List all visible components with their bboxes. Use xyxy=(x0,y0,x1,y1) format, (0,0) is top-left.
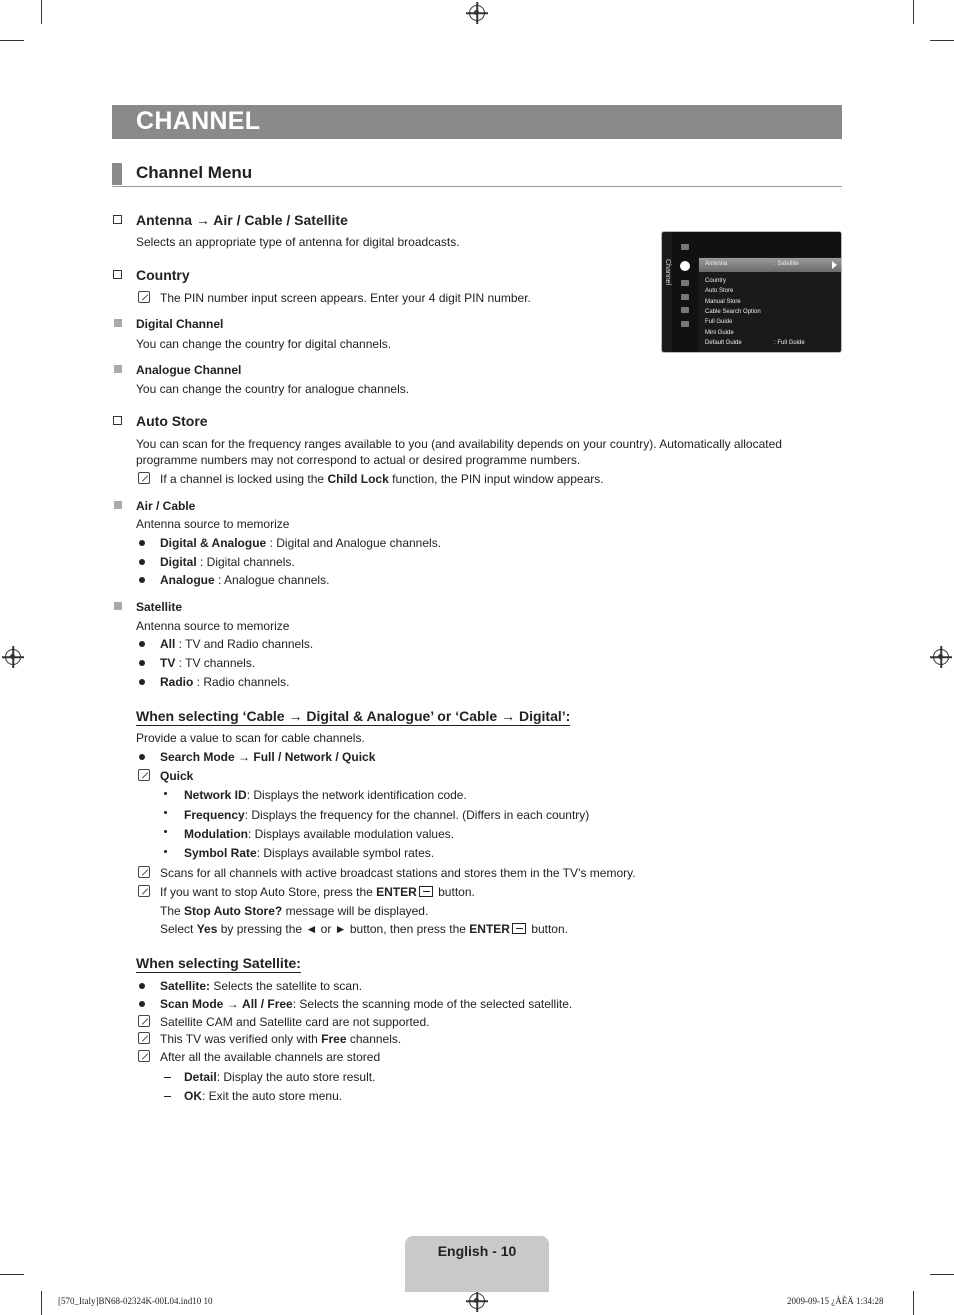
menu-item-antenna: Antenna xyxy=(705,261,728,267)
note-icon xyxy=(138,1015,150,1027)
bullet-icon xyxy=(139,559,145,565)
menu-value-default-guide: : Full Guide xyxy=(774,340,805,346)
crop-mark xyxy=(930,1274,954,1275)
dash-bullet-icon xyxy=(164,1077,171,1078)
page-number: English - 10 xyxy=(437,1243,517,1259)
section-title: Channel Menu xyxy=(136,163,253,182)
bullet-icon xyxy=(139,754,145,760)
crop-mark xyxy=(0,40,24,41)
section-bar xyxy=(112,163,122,185)
small-bullet-icon xyxy=(164,811,167,814)
satellite-sel-heading: When selecting Satellite: xyxy=(136,955,301,971)
list-item: Digital : Digital channels. xyxy=(160,555,295,569)
square-bullet-icon xyxy=(114,365,122,373)
tv-channel-menu xyxy=(661,231,842,353)
menu-item-mini-guide: Mini Guide xyxy=(705,330,734,336)
digital-channel-title: Digital Channel xyxy=(136,317,224,331)
auto-store-desc-line1: You can scan for the frequency ranges available to you (and availability depends on your country). Automatically allocated xyxy=(136,437,782,451)
note-icon xyxy=(138,1032,150,1044)
crop-mark xyxy=(41,0,42,24)
scan-note: Scans for all channels with active broadcast stations and stores them in the TV’s memory. xyxy=(160,866,636,880)
cable-digital-heading: When selecting ‘Cable → Digital & Analogue’ or ‘Cable → Digital’: xyxy=(136,708,571,724)
list-item: Detail: Display the auto store result. xyxy=(184,1070,376,1084)
satellite-title: Satellite xyxy=(136,600,183,614)
section-header xyxy=(112,161,842,187)
antenna-desc: Selects an appropriate type of antenna for digital broadcasts. xyxy=(136,235,460,249)
note-icon xyxy=(138,885,150,897)
list-item: Digital & Analogue : Digital and Analogue channels. xyxy=(160,536,442,550)
stop-message: The Stop Auto Store? message will be displayed. xyxy=(160,904,429,918)
list-item: OK: Exit the auto store menu. xyxy=(184,1089,343,1103)
list-item: All : TV and Radio channels. xyxy=(160,637,314,651)
small-bullet-icon xyxy=(164,792,167,795)
note-icon xyxy=(138,291,150,303)
bullet-icon xyxy=(139,679,145,685)
bullet-icon xyxy=(139,983,145,989)
menu-tab-label: Channel xyxy=(664,259,671,286)
quick-label: Quick xyxy=(160,769,194,783)
note-icon xyxy=(138,866,150,878)
auto-store-desc-line2: programme numbers may not correspond to actual or desired programme numbers. xyxy=(136,453,581,467)
cable-digital-desc: Provide a value to scan for cable channels. xyxy=(136,731,365,745)
crop-mark xyxy=(913,1291,914,1315)
list-item: Symbol Rate: Displays available symbol rates. xyxy=(184,846,435,860)
crop-mark xyxy=(930,40,954,41)
bullet-icon xyxy=(139,641,145,647)
checkbox-bullet-icon xyxy=(113,416,122,425)
note-icon xyxy=(138,472,150,484)
chapter-banner xyxy=(112,105,842,139)
enter-icon xyxy=(419,886,433,897)
crop-mark xyxy=(41,1291,42,1315)
menu-rail xyxy=(672,232,698,352)
auto-store-heading: Auto Store xyxy=(136,413,208,429)
country-note: The PIN number input screen appears. Enter your 4 digit PIN number. xyxy=(160,291,531,305)
bullet-icon xyxy=(139,540,145,546)
small-bullet-icon xyxy=(164,850,167,853)
country-heading: Country xyxy=(136,267,190,283)
list-item: Network ID: Displays the network identification code. xyxy=(184,788,467,802)
analogue-channel-desc: You can change the country for analogue channels. xyxy=(136,382,410,396)
enter-icon xyxy=(512,923,526,934)
page-number-tab xyxy=(405,1236,549,1292)
menu-item-default-guide: Default Guide xyxy=(705,340,742,346)
menu-item-full-guide: Full Guide xyxy=(705,319,733,325)
satellite-desc: Antenna source to memorize xyxy=(136,619,290,633)
checkbox-bullet-icon xyxy=(113,215,122,224)
square-bullet-icon xyxy=(114,602,122,610)
note-icon xyxy=(138,1050,150,1062)
stop-note: If you want to stop Auto Store, press the ENTER button. xyxy=(160,885,475,899)
digital-channel-desc: You can change the country for digital channels. xyxy=(136,337,392,351)
crop-mark xyxy=(0,1274,24,1275)
menu-item-cable-search-option: Cable Search Option xyxy=(705,309,761,315)
list-item: TV : TV channels. xyxy=(160,656,256,670)
list-item: Analogue : Analogue channels. xyxy=(160,573,330,587)
air-cable-desc: Antenna source to memorize xyxy=(136,517,290,531)
small-bullet-icon xyxy=(164,830,167,833)
application-icon xyxy=(681,307,689,313)
bullet-icon xyxy=(139,1001,145,1007)
list-item: Radio : Radio channels. xyxy=(160,675,290,689)
bullet-icon xyxy=(139,577,145,583)
menu-arrow-right-icon xyxy=(832,261,837,269)
menu-header xyxy=(698,232,841,257)
dash-bullet-icon xyxy=(164,1096,171,1097)
satellite-note-2: This TV was verified only with Free channels. xyxy=(160,1032,402,1046)
menu-value-antenna: : Satellite xyxy=(774,261,799,267)
channel-icon xyxy=(680,261,690,271)
menu-item-auto-store: Auto Store xyxy=(705,288,734,294)
checkbox-bullet-icon xyxy=(113,270,122,279)
auto-store-note: If a channel is locked using the Child Lock function, the PIN input window appears. xyxy=(160,472,604,486)
antenna-heading: Antenna → Air / Cable / Satellite xyxy=(136,212,348,228)
input-icon xyxy=(681,294,689,300)
square-bullet-icon xyxy=(114,501,122,509)
registration-mark-icon xyxy=(933,649,949,665)
satellite-note-1: Satellite CAM and Satellite card are not supported. xyxy=(160,1015,430,1029)
list-item: Satellite: Selects the satellite to scan. xyxy=(160,979,363,993)
registration-mark-icon xyxy=(469,1293,485,1309)
registration-mark-icon xyxy=(5,649,21,665)
crop-mark xyxy=(913,0,914,24)
print-slug-right: 2009-09-15 ¿ÀÈÄ 1:34:28 xyxy=(787,1296,884,1306)
menu-item-manual-store: Manual Store xyxy=(705,299,741,305)
search-mode-item: Search Mode → Full / Network / Quick xyxy=(160,750,376,764)
list-item: Scan Mode → All / Free: Selects the scanning mode of the selected satellite. xyxy=(160,997,573,1011)
bullet-icon xyxy=(139,660,145,666)
select-yes-line: Select Yes by pressing the ◄ or ► button, then press the ENTER button. xyxy=(160,922,568,936)
square-bullet-icon xyxy=(114,319,122,327)
picture-icon xyxy=(681,244,689,250)
analogue-channel-title: Analogue Channel xyxy=(136,363,242,377)
air-cable-title: Air / Cable xyxy=(136,499,196,513)
support-icon xyxy=(681,321,689,327)
note-icon xyxy=(138,769,150,781)
print-slug-left: [570_Italy]BN68-02324K-00L04.ind10 10 xyxy=(58,1296,213,1306)
menu-item-country: Country xyxy=(705,278,727,284)
registration-mark-icon xyxy=(469,5,485,21)
chapter-title: CHANNEL xyxy=(136,107,261,135)
setup-icon xyxy=(681,280,689,286)
list-item: Modulation: Displays available modulation values. xyxy=(184,827,455,841)
satellite-note-3: After all the available channels are stored xyxy=(160,1050,381,1064)
list-item: Frequency: Displays the frequency for the channel. (Differs in each country) xyxy=(184,808,590,822)
